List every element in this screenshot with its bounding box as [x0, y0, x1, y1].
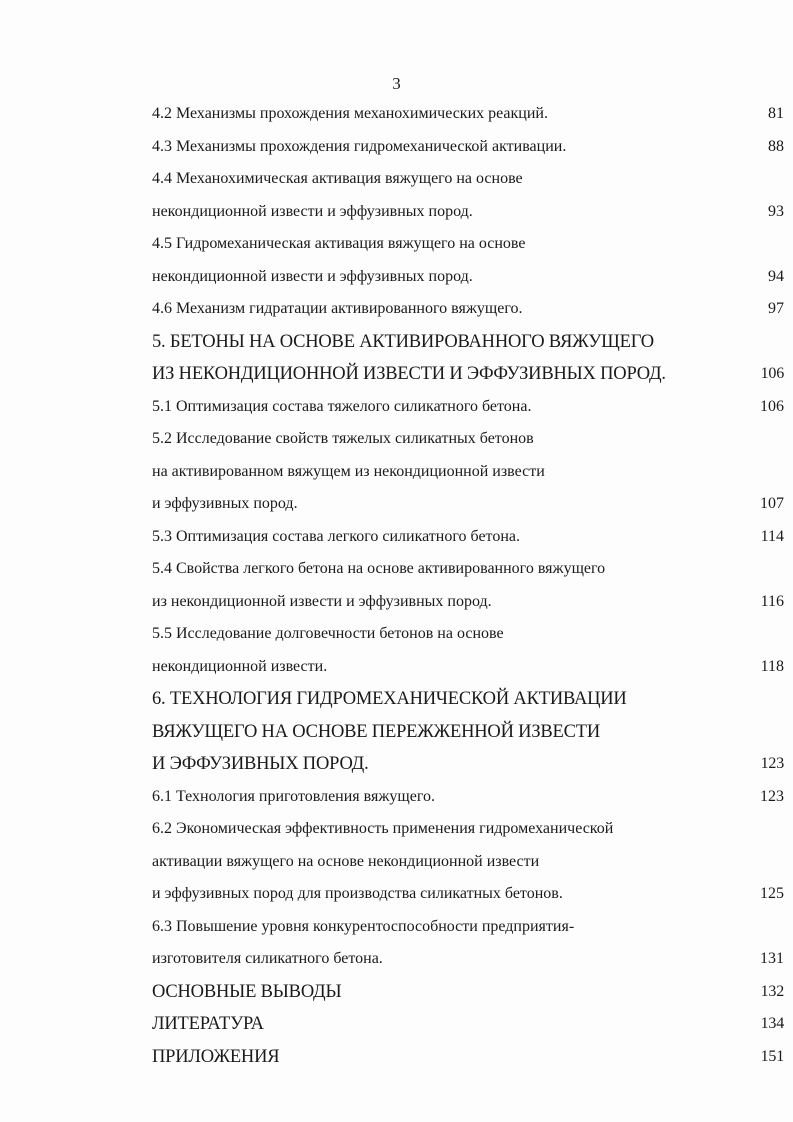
toc-entry — [152, 492, 784, 525]
toc-entry-title: ИЗ НЕКОНДИЦИОННОЙ ИЗВЕСТИ И ЭФФУЗИВНЫХ ПОРОД. — [152, 364, 666, 384]
toc-entry-title: 5. БЕТОНЫ НА ОСНОВЕ АКТИВИРОВАННОГО ВЯЖУЩЕГО — [152, 331, 654, 352]
toc-entry-title: 6. ТЕХНОЛОГИЯ ГИДРОМЕХАНИЧЕСКОЙ АКТИВАЦИИ — [152, 689, 627, 709]
toc-entry-title: 5.5 Исследование долговечности бетонов на основе — [152, 625, 504, 642]
toc-entry-title: 4.2 Механизмы прохождения механохимических реакций. — [152, 105, 548, 122]
toc-entry-page-number: 131 — [760, 950, 784, 967]
toc-entry-page-number: 107 — [760, 495, 784, 512]
toc-entry — [152, 135, 784, 168]
toc-entry-title: ОСНОВНЫЕ ВЫВОДЫ — [152, 981, 342, 1002]
toc-entry — [152, 1012, 784, 1045]
toc-entry — [152, 460, 784, 493]
toc-entry-page-number: 125 — [760, 885, 784, 902]
toc-entry-title: 6.1 Технология приготовления вяжущего. — [152, 787, 435, 805]
toc-entry — [152, 590, 784, 623]
toc-entry-page-number: 88 — [768, 137, 784, 155]
page-number: 3 — [392, 74, 401, 93]
toc-entry-title: 6.3 Повышение уровня конкурентоспособности предприятия- — [152, 917, 575, 935]
toc-entry — [152, 915, 784, 948]
toc-entry-title: из некондиционной извести и эффузивных пород. — [152, 592, 492, 610]
toc-entry-page-number: 94 — [768, 267, 784, 285]
toc-entry-title: 5.1 Оптимизация состава тяжелого силикатного бетона. — [152, 397, 532, 415]
toc-entry-title: и эффузивных пород. — [152, 495, 298, 512]
toc-entry-page-number: 97 — [768, 300, 784, 317]
toc-entry-page-number: 114 — [760, 527, 784, 545]
toc-entry-title: ПРИЛОЖЕНИЯ — [152, 1046, 280, 1067]
toc-entry-page-number: 123 — [760, 755, 784, 772]
toc-entry — [152, 687, 784, 720]
toc-entry — [152, 167, 784, 200]
toc-entry — [152, 330, 784, 363]
toc-entry — [152, 200, 784, 233]
toc-entry — [152, 1045, 784, 1078]
toc-entry — [152, 265, 784, 298]
toc-entry-title: некондиционной извести. — [152, 657, 328, 675]
toc-entry-title: некондиционной извести и эффузивных пород. — [152, 267, 473, 285]
toc-entry — [152, 980, 784, 1013]
toc-entry — [152, 785, 784, 818]
toc-entry-page-number: 81 — [768, 105, 784, 122]
toc-entry-page-number: 93 — [768, 202, 784, 220]
toc-entry — [152, 427, 784, 460]
toc-entry — [152, 850, 784, 883]
toc-entry-title: и эффузивных пород для производства силикатных бетонов. — [152, 885, 563, 902]
toc-entry — [152, 882, 784, 915]
toc-entry — [152, 232, 784, 265]
toc-entry-title: 4.4 Механохимическая активация вяжущего на основе — [152, 170, 523, 187]
toc-entry-page-number: 123 — [760, 787, 784, 805]
toc-entry — [152, 297, 784, 330]
toc-entry-page-number: 118 — [760, 657, 784, 675]
toc-entry-title: 4.5 Гидромеханическая активация вяжущего на основе — [152, 235, 526, 252]
toc-entry-page-number: 132 — [760, 982, 784, 1000]
toc-entry — [152, 525, 784, 558]
toc-entry-title: активации вяжущего на основе некондиционной извести — [152, 852, 540, 870]
toc-entry — [152, 752, 784, 785]
toc-entry — [152, 817, 784, 850]
toc-entry — [152, 102, 784, 135]
toc-entry-title: 5.3 Оптимизация состава легкого силикатного бетона. — [152, 527, 520, 545]
toc-entry-page-number: 134 — [760, 1015, 784, 1032]
toc-entry — [152, 362, 784, 395]
toc-entry — [152, 395, 784, 428]
toc-entry — [152, 622, 784, 655]
toc-entry-title: на активированном вяжущем из некондиционной извести — [152, 462, 545, 480]
toc-entry-title: 4.6 Механизм гидратации активированного вяжущего. — [152, 300, 523, 317]
toc-entry-page-number: 106 — [760, 365, 784, 382]
toc-entry-title: 6.2 Экономическая эффективность применения гидромеханической — [152, 820, 614, 837]
toc-entry — [152, 557, 784, 590]
toc-entry-title: изготовителя силикатного бетона. — [152, 950, 383, 967]
toc-entry-page-number: 106 — [760, 397, 784, 415]
toc-entry — [152, 655, 784, 688]
table-of-contents — [152, 102, 784, 1077]
toc-entry-title: 5.2 Исследование свойств тяжелых силикатных бетонов — [152, 430, 534, 447]
toc-entry-title: ВЯЖУЩЕГО НА ОСНОВЕ ПЕРЕЖЖЕННОЙ ИЗВЕСТИ — [152, 721, 601, 742]
toc-entry — [152, 947, 784, 980]
toc-entry-title: 4.3 Механизмы прохождения гидромеханической активации. — [152, 137, 567, 155]
toc-entry — [152, 720, 784, 753]
toc-entry-page-number: 116 — [760, 592, 784, 610]
toc-entry-title: ЛИТЕРАТУРА — [152, 1014, 264, 1034]
toc-entry-page-number: 151 — [760, 1047, 784, 1065]
toc-entry-title: 5.4 Свойства легкого бетона на основе активированного вяжущего — [152, 560, 606, 577]
toc-entry-title: некондиционной извести и эффузивных пород. — [152, 202, 473, 220]
toc-entry-title: И ЭФФУЗИВНЫХ ПОРОД. — [152, 754, 369, 774]
